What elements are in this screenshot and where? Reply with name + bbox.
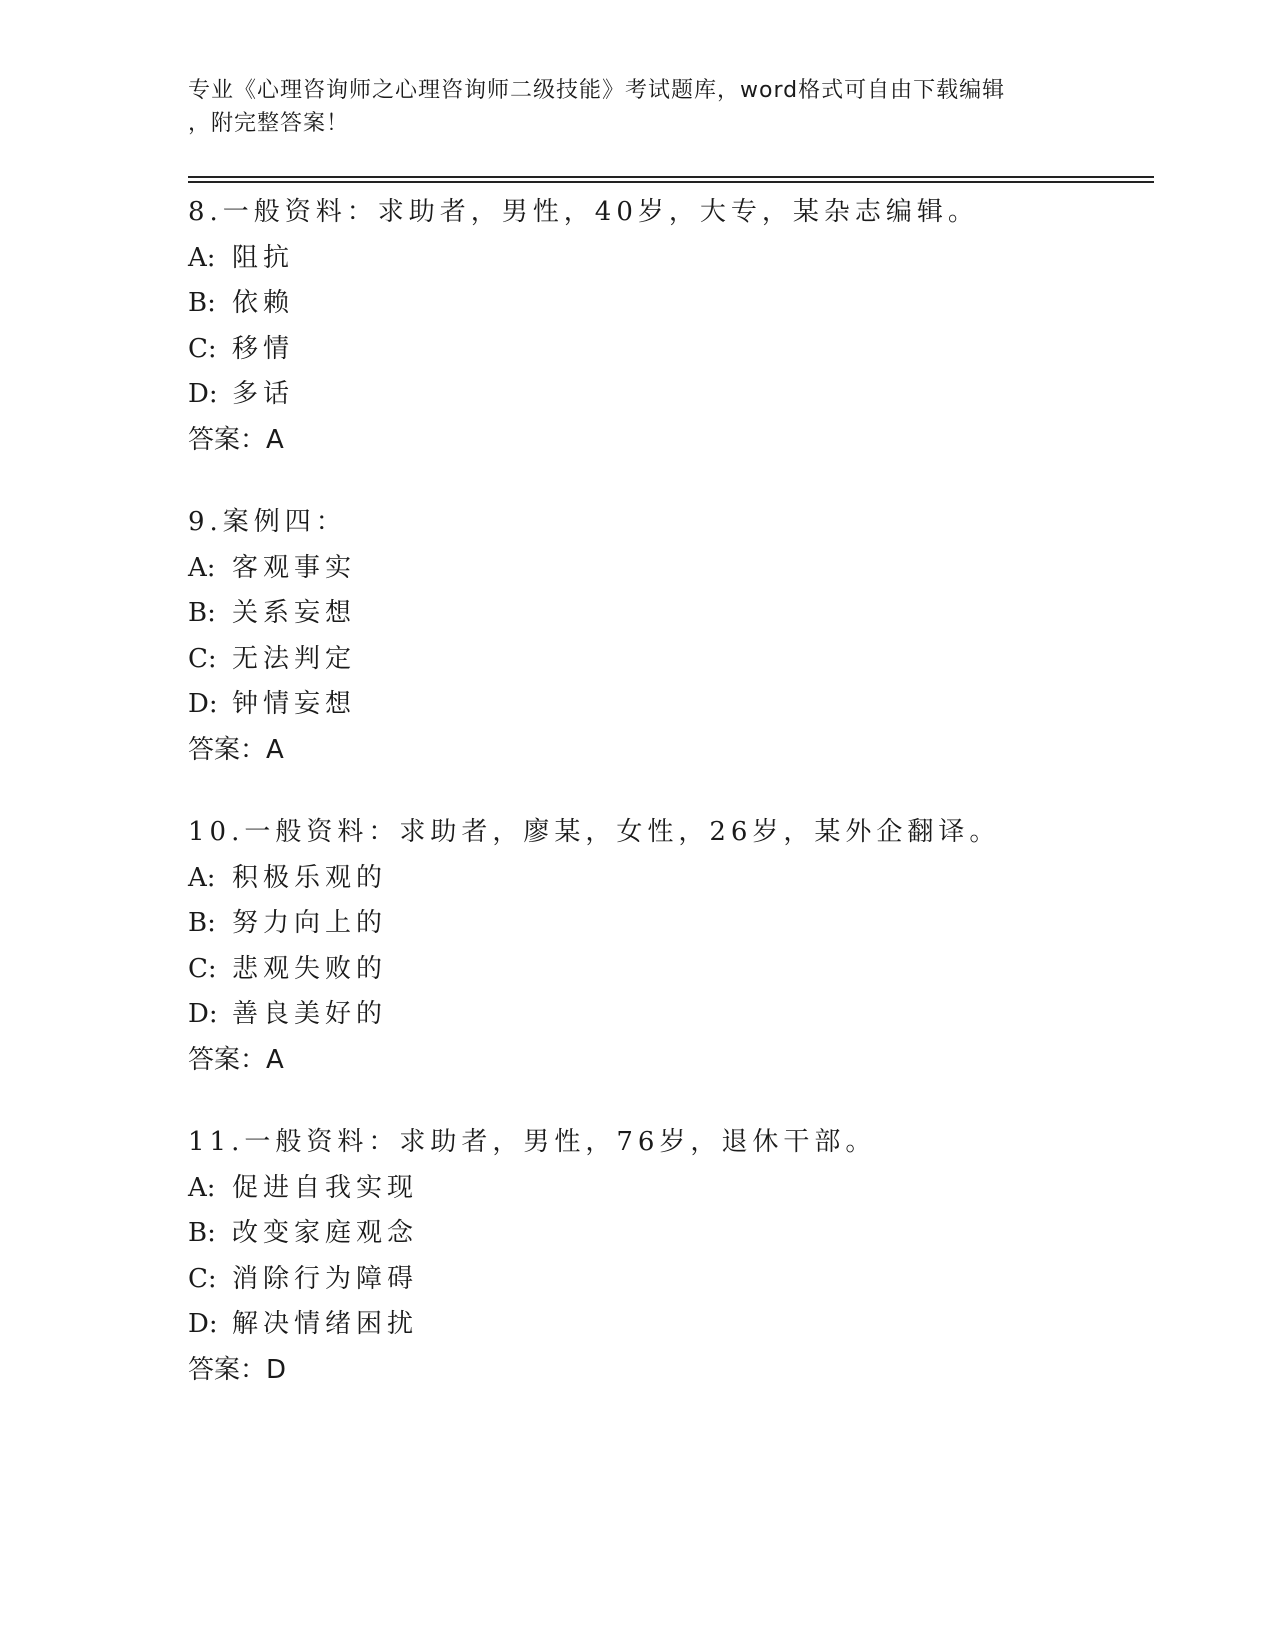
option-d (188, 992, 1148, 1038)
answer-line: 答案：A (188, 1044, 284, 1075)
question-stem: 11.一般资料：求助者，男性，76岁，退休干部。 (188, 1127, 877, 1157)
option-letter: B: (188, 908, 216, 938)
option-text: 悲观失败的 (232, 953, 388, 984)
option-letter: D: (188, 379, 218, 409)
option-d (188, 1302, 1148, 1348)
option-letter: A: (188, 242, 216, 273)
option-b (188, 901, 1148, 947)
document-header (188, 74, 1088, 140)
option-b (188, 281, 1148, 327)
option-text: 客观事实 (232, 552, 357, 583)
question-stem: 9.案例四： (188, 507, 347, 537)
option-c (188, 1257, 1148, 1303)
option-text: 多话 (232, 379, 295, 409)
option-letter: C: (188, 953, 217, 984)
option-text: 移情 (232, 333, 295, 364)
option-d (188, 372, 1148, 418)
option-letter: B: (188, 288, 216, 318)
option-text: 解决情绪困扰 (232, 1309, 419, 1339)
question-stem: 8.一般资料：求助者，男性，40岁，大专，某杂志编辑。 (188, 197, 979, 227)
answer-line: 答案：A (188, 734, 284, 765)
option-letter: C: (188, 333, 217, 364)
option-b (188, 591, 1148, 637)
question-list (188, 190, 1148, 1430)
header-line-2: ，附完整答案！ (188, 111, 350, 136)
question-stem: 10.一般资料：求助者，廖某，女性，26岁，某外企翻译。 (188, 817, 1001, 847)
option-letter: A: (188, 862, 216, 893)
option-letter: A: (188, 1172, 216, 1203)
option-letter: A: (188, 552, 216, 583)
option-letter: B: (188, 598, 216, 628)
header-rule-top (188, 176, 1154, 178)
option-text: 促进自我实现 (232, 1172, 419, 1203)
question-11 (188, 1120, 1148, 1393)
option-letter: D: (188, 999, 218, 1029)
answer-line: 答案：A (188, 424, 284, 455)
option-letter: D: (188, 1309, 218, 1339)
option-letter: D: (188, 689, 218, 719)
option-text: 阻抗 (232, 242, 295, 273)
option-a (188, 546, 1148, 592)
option-c (188, 947, 1148, 993)
option-letter: C: (188, 643, 217, 674)
option-text: 改变家庭观念 (232, 1218, 419, 1248)
header-rule-bottom (188, 181, 1154, 183)
option-text: 积极乐观的 (232, 862, 388, 893)
question-10 (188, 810, 1148, 1083)
option-text: 依赖 (232, 288, 295, 318)
option-text: 关系妄想 (232, 598, 357, 628)
option-letter: B: (188, 1218, 216, 1248)
option-text: 善良美好的 (232, 999, 388, 1029)
option-text: 努力向上的 (232, 908, 388, 938)
answer-line: 答案：D (188, 1354, 287, 1385)
option-letter: C: (188, 1263, 217, 1294)
option-d (188, 682, 1148, 728)
option-text: 无法判定 (232, 643, 357, 674)
option-a (188, 236, 1148, 282)
header-line-1: 专业《心理咨询师之心理咨询师二级技能》考试题库，word格式可自由下载编辑 (188, 78, 1006, 103)
option-c (188, 327, 1148, 373)
option-c (188, 637, 1148, 683)
question-9 (188, 500, 1148, 773)
option-a (188, 856, 1148, 902)
option-a (188, 1166, 1148, 1212)
option-b (188, 1211, 1148, 1257)
option-text: 消除行为障碍 (232, 1263, 419, 1294)
question-8 (188, 190, 1148, 463)
option-text: 钟情妄想 (232, 689, 357, 719)
